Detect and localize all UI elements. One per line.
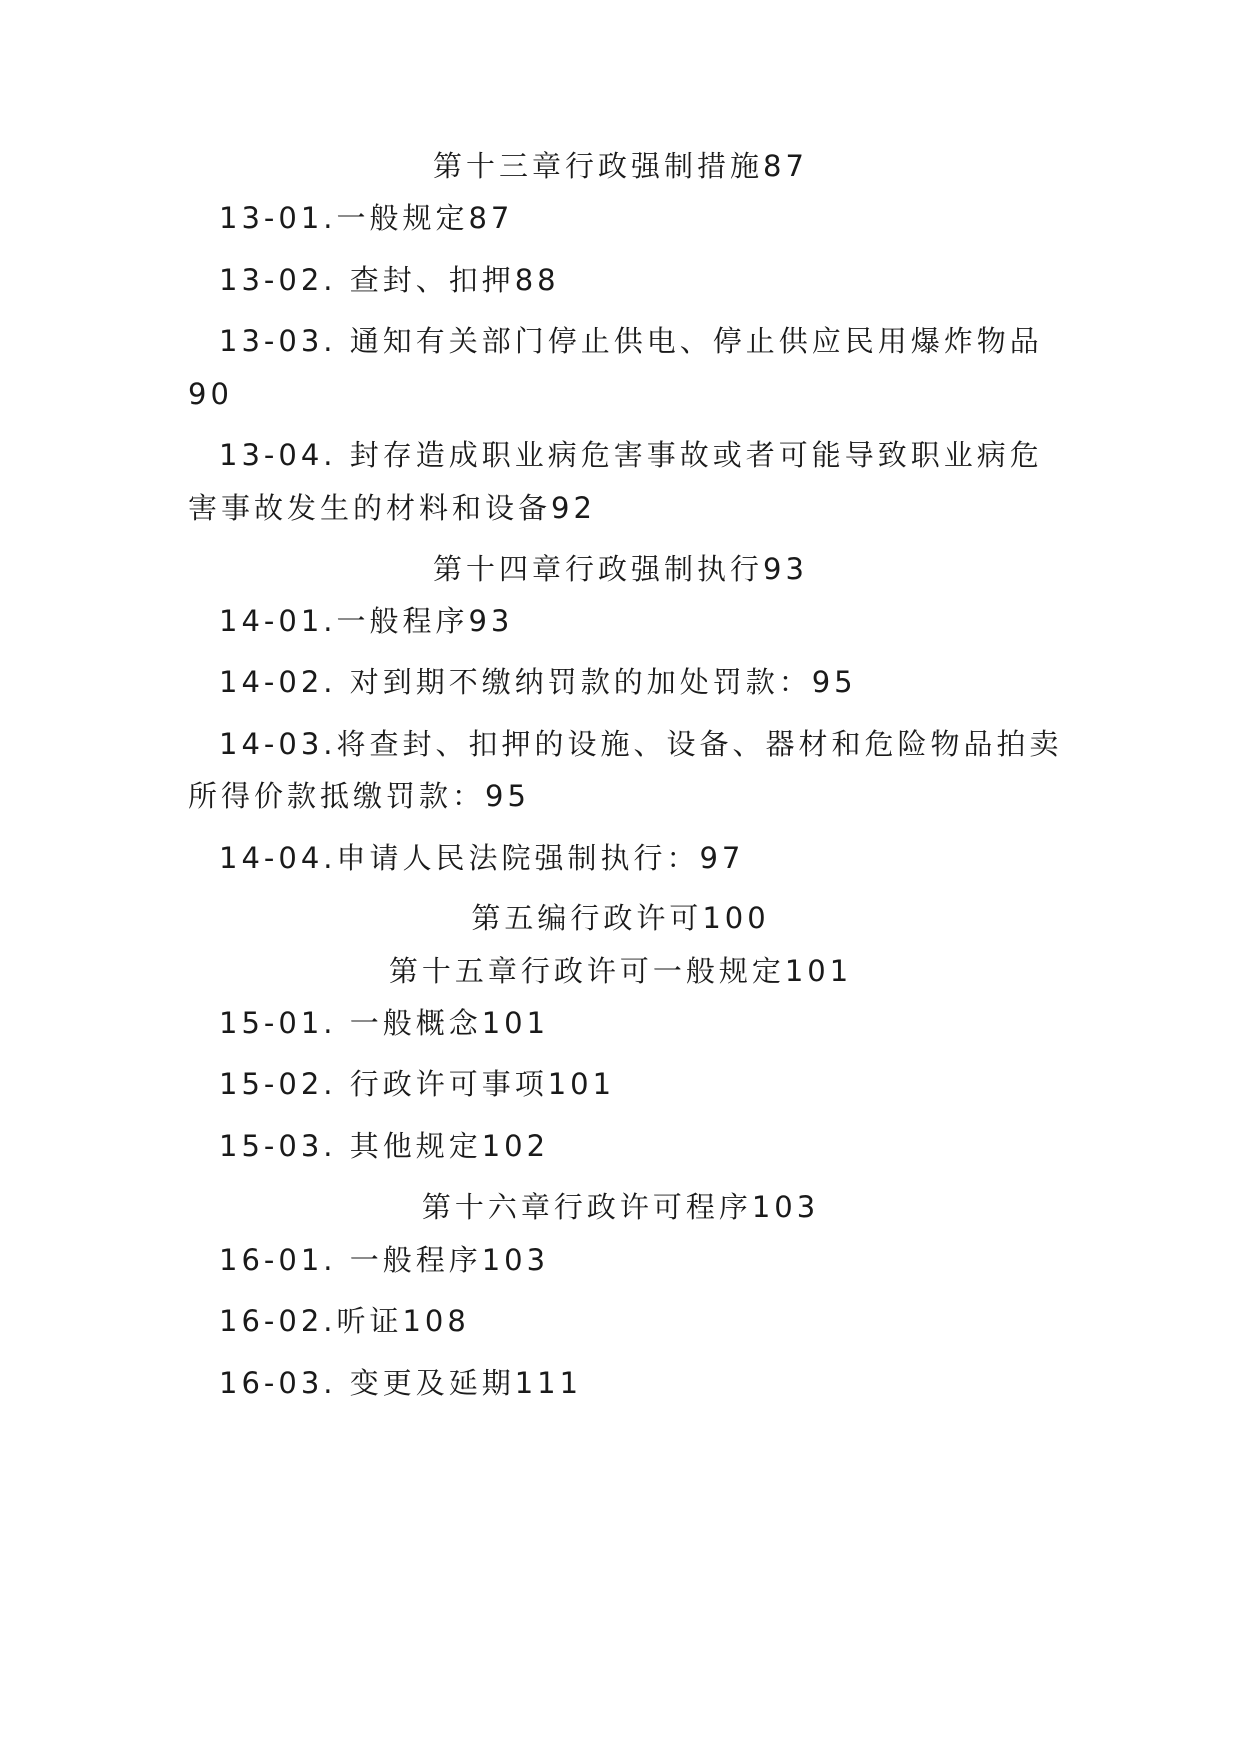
toc-entry-15-02: 15-02. 行政许可事项101 xyxy=(219,1067,616,1101)
chapter-13-heading: 第十三章行政强制措施87 xyxy=(433,149,808,183)
toc-entry-15-01: 15-01. 一般概念101 xyxy=(219,1006,550,1040)
toc-entry-14-03-line1: 14-03.将查封、扣押的设施、设备、器材和危险物品拍卖 xyxy=(219,727,1063,761)
toc-entry-16-02: 16-02.听证108 xyxy=(219,1304,470,1338)
chapter-16-heading: 第十六章行政许可程序103 xyxy=(421,1190,820,1224)
toc-entry-14-03-line2: 所得价款抵缴罚款：95 xyxy=(188,779,530,813)
chapter-15-heading: 第十五章行政许可一般规定101 xyxy=(388,954,853,988)
toc-entry-14-01: 14-01.一般程序93 xyxy=(219,604,514,638)
toc-entry-16-03: 16-03. 变更及延期111 xyxy=(219,1366,583,1400)
toc-entry-16-01: 16-01. 一般程序103 xyxy=(219,1243,550,1277)
toc-entry-15-03: 15-03. 其他规定102 xyxy=(219,1129,550,1163)
toc-entry-13-02: 13-02. 查封、扣押88 xyxy=(219,263,560,297)
toc-entry-13-03-line1: 13-03. 通知有关部门停止供电、停止供应民用爆炸物品 xyxy=(219,324,1043,358)
toc-entry-14-02: 14-02. 对到期不缴纳罚款的加处罚款：95 xyxy=(219,665,857,699)
toc-entry-13-03-line2: 90 xyxy=(188,377,233,411)
toc-entry-13-04-line2: 害事故发生的材料和设备92 xyxy=(188,491,596,525)
toc-entry-14-04: 14-04.申请人民法院强制执行：97 xyxy=(219,841,745,875)
chapter-14-heading: 第十四章行政强制执行93 xyxy=(433,552,808,586)
toc-entry-13-01: 13-01.一般规定87 xyxy=(219,201,514,235)
part-5-heading: 第五编行政许可100 xyxy=(471,901,770,935)
toc-entry-13-04-line1: 13-04. 封存造成职业病危害事故或者可能导致职业病危 xyxy=(219,438,1043,472)
